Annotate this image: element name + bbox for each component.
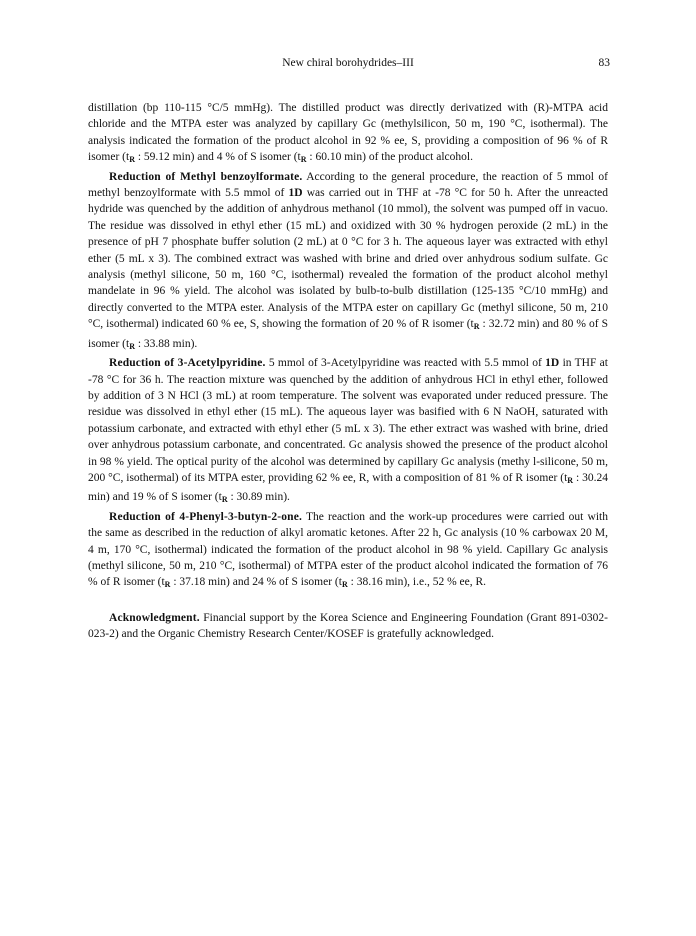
subscript-r: R [129,155,135,165]
paragraph-3-acetylpyridine [88,355,608,509]
paragraph-distillation-continued [88,100,608,169]
section-heading: Reduction of Methyl benzoylformate. [109,170,303,183]
running-head [0,55,696,71]
acknowledgment-heading: Acknowledgment. [109,611,200,624]
text-run: distillation (bp 110-115 °C/5 mmHg). The distilled product was directly derivatized with (R)-MTPA acid chloride and the MTPA ester was analyzed by capillary Gc (methylsilicon, 50 m, 190 °C, isothermal). The analysis indicated the formation of the product alcohol in 92 % ee, S, providing a composition of 96 % of R isomer (t [88,102,608,164]
subscript-r: R [300,155,307,165]
running-title: New chiral borohydrides–III [282,57,414,69]
subscript-r: R [473,322,480,332]
text-run: : 32.72 min) and 80 % of S isomer (t [88,318,608,350]
text-run: : 38.16 min), i.e., 52 % ee, R. [347,576,487,589]
text-run: : 30.89 min). [227,491,290,504]
subscript-r: R [341,580,348,590]
subscript-r: R [221,495,228,505]
text-run: : 33.88 min). [134,337,198,350]
text-run: According to the general procedure, the reaction of 5 mmol of methyl benzoylformate with 5.5 mmol of [88,170,608,200]
text-run: : 59.12 min) and 4 % of S isomer (t [134,151,301,164]
section-heading: Reduction of 3-Acetylpyridine. [109,357,266,370]
subscript-r: R [164,580,171,590]
article-body [88,100,608,643]
text-run: 5 mmol of 3-Acetylpyridine was reacted with 5.5 mmol of [265,357,546,370]
text-run: : 37.18 min) and 24 % of S isomer (t [170,576,342,589]
section-heading: Reduction of 4-Phenyl-3-butyn-2-one. [109,510,302,523]
compound-label: 1D [545,357,560,370]
subscript-r: R [129,341,135,351]
paragraph-methyl-benzoylformate [88,169,608,355]
page-number: 83 [598,57,610,69]
text-run: : 30.24 min) and 19 % of S isomer (t [88,471,608,504]
text-run: : 60.10 min) of the product alcohol. [306,151,473,164]
text-run: was carried out in THF at -78 °C for 50 h. After the unreacted hydride was quenched by the addition of anhydrous methanol (10 mmol), the solvent was pumped off in vacuo. The residue was dissolved in ethyl ether (15 mL) and oxidized with 30 % hydrogen peroxide (2 mL) in the presence of pH 7 phosphate buffer solution (2 mL) at 0 °C for 3 h. The aqueous layer was extracted with ethyl ether (5 mL x 3). The combined extract was washed with brine and dried over anhydrous sodium sulfate. Gc analysis (methyl silicone, 50 m, 160 °C, isothermal) revealed the formation of the product alcohol methyl mandelate in 96 % yield. The alcohol was isolated by bulb-to-bulb distillation (125-135 °C/10 mmHg) and directly converted to the MTPA ester. Analysis of the MTPA ester on capillary Gc (methyl silicone, 50 m, 210 °C, isothermal) indicated 60 % ee, S, showing the formation of 20 % of R isomer (t [88,187,608,331]
subscript-r: R [567,475,574,485]
acknowledgment-text: Financial support by the Korea Science and Engineering Foundation (Grant 891-0302-023-2) and the Organic Chemistry Research Center/KOSEF is gratefully acknowledged. [88,611,608,641]
acknowledgment [88,610,608,643]
text-run: The reaction and the work-up procedures were carried out with the same as described in the reduction of alkyl aromatic ketones. After 22 h, Gc analysis (10 % carbowax 20 M, 4 m, 170 °C, isothermal) indicated the formation of the product alcohol in 98 % yield. Capillary Gc analysis (methyl silicone, 50 m, 210 °C, isothermal) of MTPA ester of the product alcohol indicated the formation of 76 % of R isomer (t [88,510,608,589]
paragraph-4-phenyl-3-butyn-2-one [88,509,608,594]
text-run: in THF at -78 °C for 36 h. The reaction mixture was quenched by the addition of anhydrous HCl in ethyl ether, followed by addition of 3 N HCl (3 mL) at room temperature. The solvent was evaporated under reduced pressure. The residue was dissolved in ethyl ether (15 mL). The aqueous layer was basified with 6 N NaOH, saturated with potassium carbonate, and extracted with ethyl ether (5 mL x 3). The ether extract was washed with brine, dried over anhydrous potassium carbonate, and concentrated. Gc analysis showed the presence of the product alcohol in 98 % yield. The optical purity of the alcohol was determined by capillary Gc analysis (methy l-silicone, 50 m, 200 °C, isothermal) of its MTPA ester, providing 62 % ee, R, with a composition of 81 % of R isomer (t [88,357,608,484]
compound-label: 1D [288,187,303,200]
